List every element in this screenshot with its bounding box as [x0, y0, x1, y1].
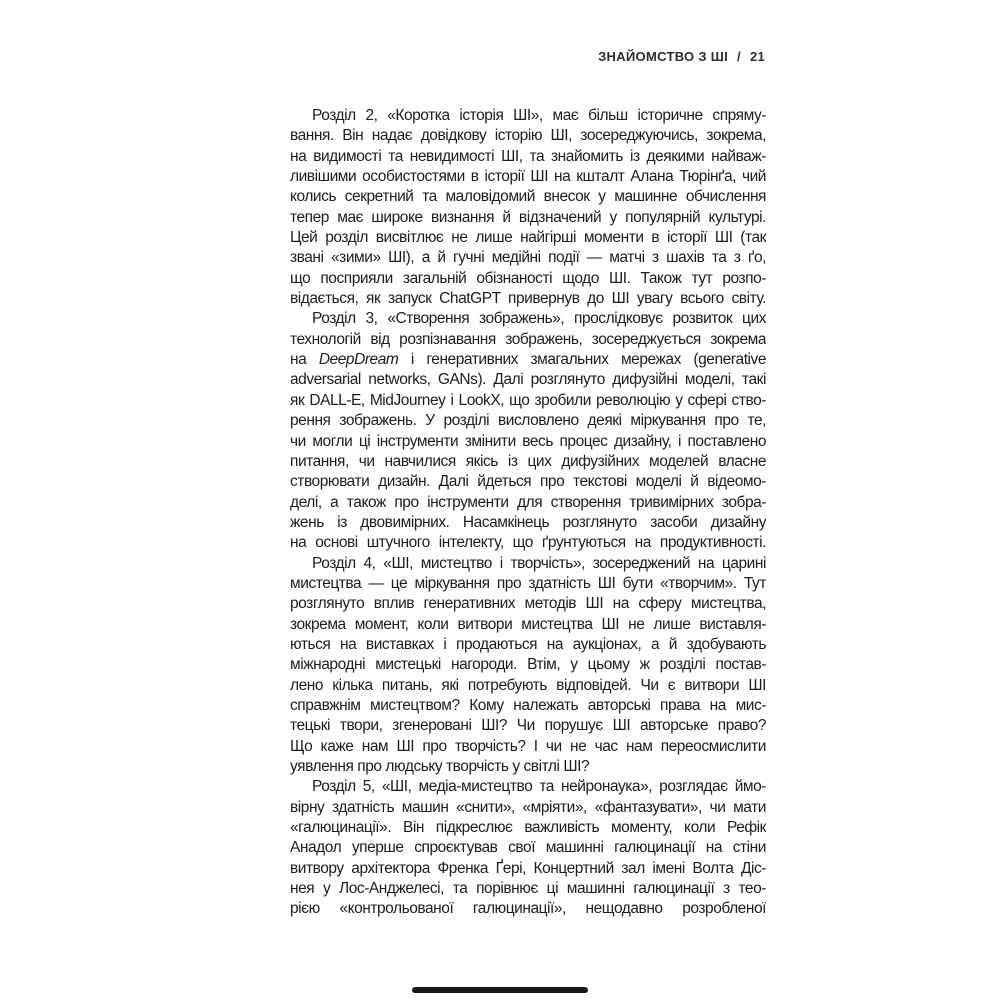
running-head-title: ЗНАЙОМСТВО З ШІ — [598, 49, 729, 64]
text-line: тецькі твори, згенеровані ШІ? Чи порушує ШІ авторське право? — [290, 717, 766, 735]
text-line: Розділ 3, «Створення зображень», прослідковує розвиток цих — [312, 310, 766, 328]
text-line: звані «зими» ШІ), а й гучні медійні події — матчі з шахів та з ґо, — [290, 249, 766, 267]
text-line: міжнародні мистецькі нагороди. Втім, у цьому ж розділі постав- — [290, 656, 766, 674]
text-line: Розділ 2, «Коротка історія ШІ», має більш історичне спряму- — [312, 107, 766, 124]
text-line: делі, а також про інструменти для створення тривимірних зобра- — [290, 493, 766, 511]
text-line: adversarial networks, GANs). Далі розглянуто дифузійні моделі, такі — [290, 371, 766, 389]
text-line: розглянуто вплив генеративних методів ШІ на сферу мистецтва, — [290, 595, 766, 613]
text-line: тепер має широке визнання й відзначений у популярній культурі. — [290, 208, 766, 226]
text-line: ливішими особистостями в історії ШІ на кшталт Алана Тюрінґа, чий — [290, 168, 766, 186]
text-line: на видимості та невидимості ШІ, та знайомить із деякими найваж- — [290, 147, 766, 165]
page-header — [0, 49, 765, 64]
text-line: Розділ 4, «ШІ, мистецтво і творчість», зосереджений на царині — [312, 554, 766, 572]
text-line: як DALL-E, MidJourney і LookX, що зробили революцію у сфері ство- — [290, 391, 766, 409]
paragraph — [290, 309, 766, 553]
text-line: нея у Лос-Анджелесі, та порівнює ці машинні галюцинації з тео- — [290, 880, 766, 898]
text-line: уявлення про людську творчість у світлі ШІ? — [290, 758, 590, 775]
text-line: створювати дизайн. Далі йдеться про текстові моделі й відеомо- — [290, 473, 766, 491]
text-line: лено кілька питань, які потребують відповідей. Чи є витвори ШІ — [290, 676, 766, 694]
text-line: Що каже нам ШІ про творчість? І чи не час нам переосмислити — [290, 737, 766, 755]
text-line: «галюцинації». Він підкреслює важливість моменту, коли Рефік — [290, 819, 766, 837]
paragraph — [290, 106, 766, 309]
text-line: питання, чи навчилися якісь із цих дифузійних моделей власне — [290, 452, 766, 470]
text-line: на основі штучного інтелекту, що ґрунтуються на продуктивності. — [290, 534, 766, 552]
paragraph — [290, 777, 766, 919]
text-line: витвору архітектора Френка Ґері, Концертний зал імені Волта Діс- — [290, 859, 766, 877]
text-line: справжнім мистецтвом? Кому належать авторські права на мис- — [290, 696, 766, 714]
text-line: ються на виставках і продаються на аукціонах, а й здобувають — [290, 635, 766, 653]
home-indicator[interactable] — [412, 987, 588, 993]
text-line: мистецтва — це міркування про здатність ШІ бути «творчим». Тут — [290, 574, 766, 592]
paragraph — [290, 554, 766, 778]
text-line: рією «контрольованої галюцинації», нещодавно розробленої — [290, 900, 766, 918]
text-line: Цей розділ висвітлює не лише найгірші моменти в історії ШІ (так — [290, 229, 766, 247]
text-line: колись секретний та маловідомий внесок у машинне обчислення — [290, 188, 766, 206]
text-line: технологій від розпізнавання зображень, зосереджується зокрема — [290, 330, 766, 348]
page-number: 21 — [749, 49, 765, 64]
text-line: вірну здатність машин «снити», «мріяти», «фантазувати», чи мати — [290, 798, 766, 816]
header-separator: / — [737, 49, 741, 64]
text-line: Анадол уперше спроєктував свої машинні галюцинації на стіни — [290, 839, 766, 857]
text-line: що посприяли загальній обізнаності щодо ШІ. Також тут розпо- — [290, 269, 766, 287]
text-line: чи могли ці інструменти змінити весь процес дизайну, і поставлено — [290, 432, 766, 450]
text-line: на DeepDream і генеративних змагальних мережах (generative — [290, 351, 766, 369]
text-line: відається, як запуск ChatGPT привернув до ШІ увагу всього світу. — [290, 290, 766, 308]
text-line: вання. Він надає довідкову історію ШІ, зосереджуючись, зокрема, — [290, 127, 766, 145]
text-line: зокрема момент, коли витвори мистецтва ШІ не лише виставля- — [290, 615, 766, 633]
text-line: жень із двовимірних. Насамкінець розглянуто засоби дизайну — [290, 513, 766, 531]
text-line: Розділ 5, «ШІ, медіа-мистецтво та нейронаука», розглядає ймо- — [312, 778, 766, 796]
text-line: рення зображень. У розділі висловлено деякі міркування про те, — [290, 412, 766, 430]
text-block — [290, 106, 766, 920]
